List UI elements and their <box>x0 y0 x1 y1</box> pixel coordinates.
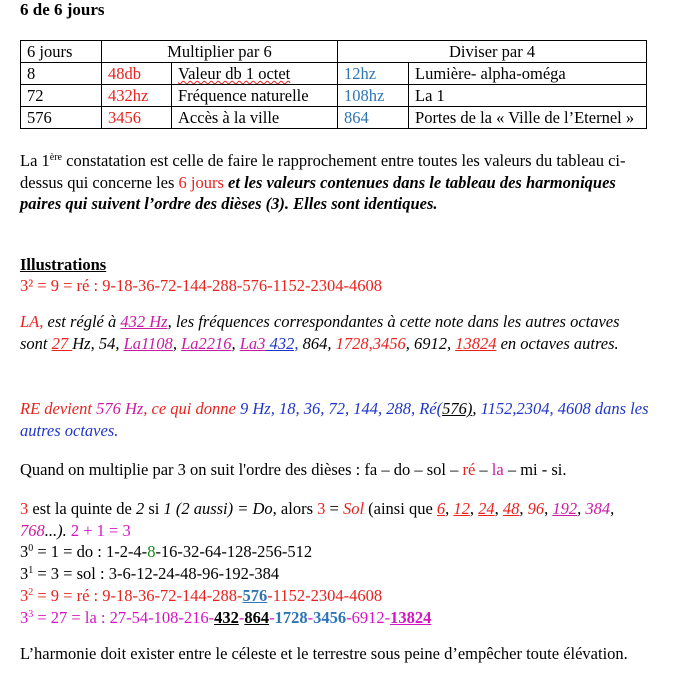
text-span: devient <box>40 399 97 418</box>
text-span: 3 <box>20 586 29 605</box>
table-cell-text: Valeur db 1 octet <box>178 64 291 83</box>
text-span: 432 Hz <box>120 312 168 331</box>
text-span: ...). <box>44 520 71 540</box>
sequence-la <box>20 607 431 628</box>
final-paragraph: L’harmonie doit exister entre le céleste et le terrestre sous peine d’empêcher toute élévation. <box>20 644 628 663</box>
text-span: 3 <box>20 542 29 561</box>
multiplication-paragraph <box>20 459 650 481</box>
table-cell: 864 <box>338 107 409 129</box>
text-span: 48 <box>502 499 520 518</box>
text-span: (2 aussi) = Do <box>171 499 273 518</box>
text-span: 432, <box>265 333 299 353</box>
text-span: 192 <box>552 499 578 518</box>
re-paragraph <box>20 398 650 441</box>
text-span: en octaves autres. <box>496 333 619 353</box>
sequence-do <box>20 541 312 562</box>
text-span: - <box>238 608 245 627</box>
text-span: 864, <box>298 333 336 353</box>
text-span: 27 <box>51 333 73 353</box>
la-paragraph <box>20 311 650 354</box>
text-span: ré <box>462 460 476 479</box>
highlight-six-days: 6 jours <box>178 172 224 192</box>
text-span: , <box>519 499 528 518</box>
text-span: constatation est celle de faire le rapprochement entre toutes les valeurs du tableau ci-dessus qui concerne les <box>20 151 626 192</box>
text-span: , <box>469 499 479 518</box>
superscript: 2 <box>28 587 34 598</box>
text-span: 6 <box>436 499 446 518</box>
sequence-re <box>20 585 382 606</box>
table-cell: 432hz <box>102 85 172 107</box>
text-span: 12 <box>453 499 470 518</box>
text-span: 13824 <box>390 608 432 627</box>
text-span: est réglé à <box>43 312 121 331</box>
table-cell: Fréquence naturelle <box>172 85 338 107</box>
text-span: RE <box>20 399 41 418</box>
text-span: 432 <box>214 608 239 627</box>
text-span: , <box>577 499 586 518</box>
text-span: , <box>472 399 481 418</box>
table-row <box>21 107 647 129</box>
text-span: 576 <box>242 586 268 605</box>
table-cell: 108hz <box>338 85 409 107</box>
text-span: si <box>144 499 164 518</box>
sequence-sol <box>20 563 279 584</box>
text-span: - <box>307 608 314 627</box>
table-cell: 48db <box>102 63 172 85</box>
illustrations-title: Illustrations <box>20 255 107 274</box>
table-row <box>21 63 647 85</box>
table-header-cell: Multiplier par 6 <box>102 41 338 63</box>
text-span: -6912- <box>346 608 391 627</box>
text-span: Hz, 54, <box>72 333 124 353</box>
text-span: 36 <box>303 399 321 418</box>
text-span: = 9 = ré : 9-18-36-72-144-288- <box>33 586 243 605</box>
text-span: 13824 <box>455 333 497 353</box>
re-sequence-line: 3² = 9 = ré : 9-18-36-72-144-288-576-1152-2304-4608 <box>20 276 383 295</box>
text-span: , 6912, <box>405 333 456 353</box>
table-cell: Accès à la ville <box>172 107 338 129</box>
text-span: 9 Hz <box>239 399 271 418</box>
text-span: = 3 = sol : 3-6-12-24-48-96-192-384 <box>33 564 280 583</box>
table-cell: 576 <box>21 107 102 129</box>
text-span: , <box>494 499 503 518</box>
table-cell: 12hz <box>338 63 409 85</box>
text-span: La3 <box>239 333 266 353</box>
table-cell: La 1 <box>409 85 647 107</box>
table-cell: Portes de la « Ville de l’Eternel » <box>409 107 647 129</box>
text-span: -16-32-64-128-256-512 <box>155 542 313 561</box>
text-span: 1 <box>163 499 172 518</box>
text-span: Sol <box>342 499 365 518</box>
text-span: = 27 = la : 27-54-108-216- <box>33 608 215 627</box>
text-span: , <box>544 499 553 518</box>
text-span: = 1 = do : 1-2-4- <box>33 542 148 561</box>
text-span: 1728 <box>274 608 308 627</box>
text-span: 2 <box>135 499 145 518</box>
superscript: ère <box>49 152 62 163</box>
text-span: 576 Hz <box>96 399 144 418</box>
text-span: , les fréquences correspondantes à cette note dans les autres octaves sont <box>20 312 620 353</box>
superscript: 0 <box>28 543 34 554</box>
text-span: 768 <box>20 520 45 540</box>
text-span: 384 <box>585 499 611 518</box>
text-span: 576) <box>442 399 473 418</box>
text-span: La1108 <box>123 333 173 353</box>
text-span: , alors <box>272 499 318 518</box>
text-span: LA, <box>20 312 44 331</box>
text-span: 2 + 1 = 3 <box>70 520 131 540</box>
table-cell: 72 <box>21 85 102 107</box>
table-cell: 8 <box>21 63 102 85</box>
values-table <box>20 40 647 129</box>
text-span: 3456 <box>313 608 347 627</box>
text-span: = <box>325 499 343 518</box>
text-span: , <box>172 333 182 353</box>
text-span: -1152-2304-4608 <box>267 586 383 605</box>
text-span: 1152,2304, 4608 <box>480 399 591 418</box>
text-span: , <box>445 499 454 518</box>
superscript: 3 <box>28 609 34 620</box>
text-span: dans les autres octaves. <box>20 399 649 440</box>
text-span: La 1 <box>20 151 50 170</box>
text-span: , <box>610 499 615 518</box>
page-heading: 6 de 6 jours <box>20 0 105 19</box>
text-span: – <box>475 460 492 479</box>
table-row <box>21 85 647 107</box>
text-span: et les valeurs contenues dans le tableau des harmoniques paires qui suivent l’ordre des dièses (3). Elles sont identiques. <box>20 172 616 213</box>
text-span: 24 <box>478 499 495 518</box>
text-span: , 72, 144, 288, Ré( <box>320 399 443 418</box>
superscript: 1 <box>28 565 34 576</box>
text-span: 3 <box>20 499 29 518</box>
text-span: - <box>269 608 275 627</box>
table-header-cell: Diviser par 4 <box>338 41 647 63</box>
text-span: , ce qui donne <box>143 399 240 418</box>
table-cell: Lumière- alpha-oméga <box>409 63 647 85</box>
text-span: est la quinte de <box>28 499 136 518</box>
text-span: 3 <box>20 608 29 627</box>
text-span: la <box>491 460 504 479</box>
text-span: Quand on multiplie par 3 on suit l'ordre des dièses : fa – do – sol – <box>20 460 463 479</box>
text-span: 3 <box>20 564 29 583</box>
quinte-paragraph <box>20 498 650 541</box>
table-header-row <box>21 41 647 63</box>
intro-paragraph <box>20 150 650 215</box>
text-span: , 18, <box>270 399 304 418</box>
table-cell: 3456 <box>102 107 172 129</box>
text-span: 3 <box>317 499 326 518</box>
table-header-cell: 6 jours <box>21 41 102 63</box>
text-span: 8 <box>147 542 156 561</box>
text-span: (ainsi que <box>364 499 437 518</box>
table-cell <box>172 63 338 85</box>
text-span: – mi - si. <box>503 460 567 479</box>
text-span: 864 <box>244 608 270 627</box>
text-span: 1728,3456 <box>335 333 406 353</box>
text-span: La2216 <box>181 333 232 353</box>
text-span: 96 <box>527 499 545 518</box>
text-span: , <box>231 333 240 353</box>
